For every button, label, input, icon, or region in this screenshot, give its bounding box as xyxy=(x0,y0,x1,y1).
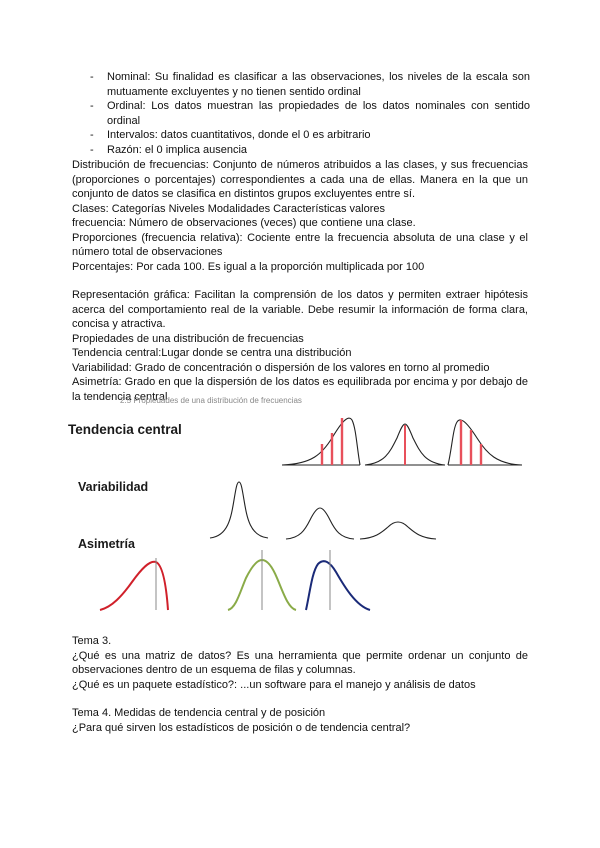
paragraph: Porcentajes: Por cada 100. Es igual a la proporción multiplicada por 100 xyxy=(72,260,425,273)
paragraph: Variabilidad: Grado de concentración o dispersión de los valores en torno al promedio xyxy=(72,361,490,374)
paragraph: ¿Para qué sirven los estadísticos de posición o de tendencia central? xyxy=(72,721,411,734)
navy-skewed-curve xyxy=(306,550,370,610)
green-symmetric-curve xyxy=(228,550,296,610)
figure-label-asymmetry: Asimetría xyxy=(78,537,135,551)
paragraph: Tendencia central:Lugar donde se centra una distribución xyxy=(72,347,352,359)
list-item: - Intervalos: datos cuantitativos, donde el 0 es arbitrario xyxy=(90,129,371,141)
paragraph: frecuencia: Número de observaciones (veces) que contiene una clase. xyxy=(72,217,416,229)
section-title: Tema 4. Medidas de tendencia central y de posición xyxy=(72,707,326,719)
paragraph: ¿Qué es un paquete estadístico?: ...un software para el manejo y análisis de datos xyxy=(72,678,476,691)
symmetric-curve xyxy=(365,424,445,465)
paragraph: Asimetría: Grado en que la dispersión de los datos es equilibrada por encima y por debajo de la tendencia central xyxy=(72,376,528,403)
paragraph: Propiedades de una distribución de frecuencias xyxy=(72,332,304,345)
distribution-properties-figure xyxy=(60,396,540,625)
narrow-curve xyxy=(210,482,268,538)
red-skewed-curve xyxy=(100,558,168,610)
paragraph: Proporciones (frecuencia relativa): Cociente entre la frecuencia absoluta de una clase y el número total de observaciones xyxy=(72,231,528,258)
medium-curve xyxy=(286,508,354,539)
skewed-curve-2 xyxy=(448,420,522,465)
figure-graphics xyxy=(60,400,540,625)
scale-types-list xyxy=(90,70,530,157)
tema-3-section xyxy=(72,634,528,735)
paragraph: Representación gráfica: Facilitan la comprensión de los datos y permiten extraer hipótesis acerca del comportamiento real de la variable. Debe resumir la información de forma clara, concisa y atractiva. xyxy=(72,289,528,330)
paragraph: Distribución de frecuencias: Conjunto de números atribuidos a las clases, y sus frecuencias (proporciones o porcentajes) correspondientes a cada una de ellas. Manera en la que un conjunto de datos se clasifica en distintos grupos excluyentes entre sí. xyxy=(72,159,528,200)
frequency-section xyxy=(72,158,528,404)
skewed-curve-1 xyxy=(282,418,360,465)
list-item: - Nominal: Su finalidad es clasificar a las observaciones, los niveles de la escala son mutuamente excluyentes y no tienen sentido ordinal xyxy=(90,71,530,98)
list-item: - Razón: el 0 implica ausencia xyxy=(90,143,248,156)
list-item: - Ordinal: Los datos muestran las propiedades de los datos nominales con sentido ordinal xyxy=(90,100,530,127)
paragraph: Clases: Categorías Niveles Modalidades Características valores xyxy=(72,202,386,215)
wide-curve xyxy=(360,522,436,539)
figure-label-central-tendency: Tendencia central xyxy=(68,422,182,437)
paragraph: ¿Qué es una matriz de datos? Es una herramienta que permite ordenar un conjunto de observaciones dentro de un esquema de filas y columnas. xyxy=(72,649,528,676)
figure-caption: 2.5 Propiedades de una distribución de frecuencias xyxy=(120,396,302,405)
section-title: Tema 3. xyxy=(72,635,112,647)
figure-label-variability: Variabilidad xyxy=(78,480,149,494)
